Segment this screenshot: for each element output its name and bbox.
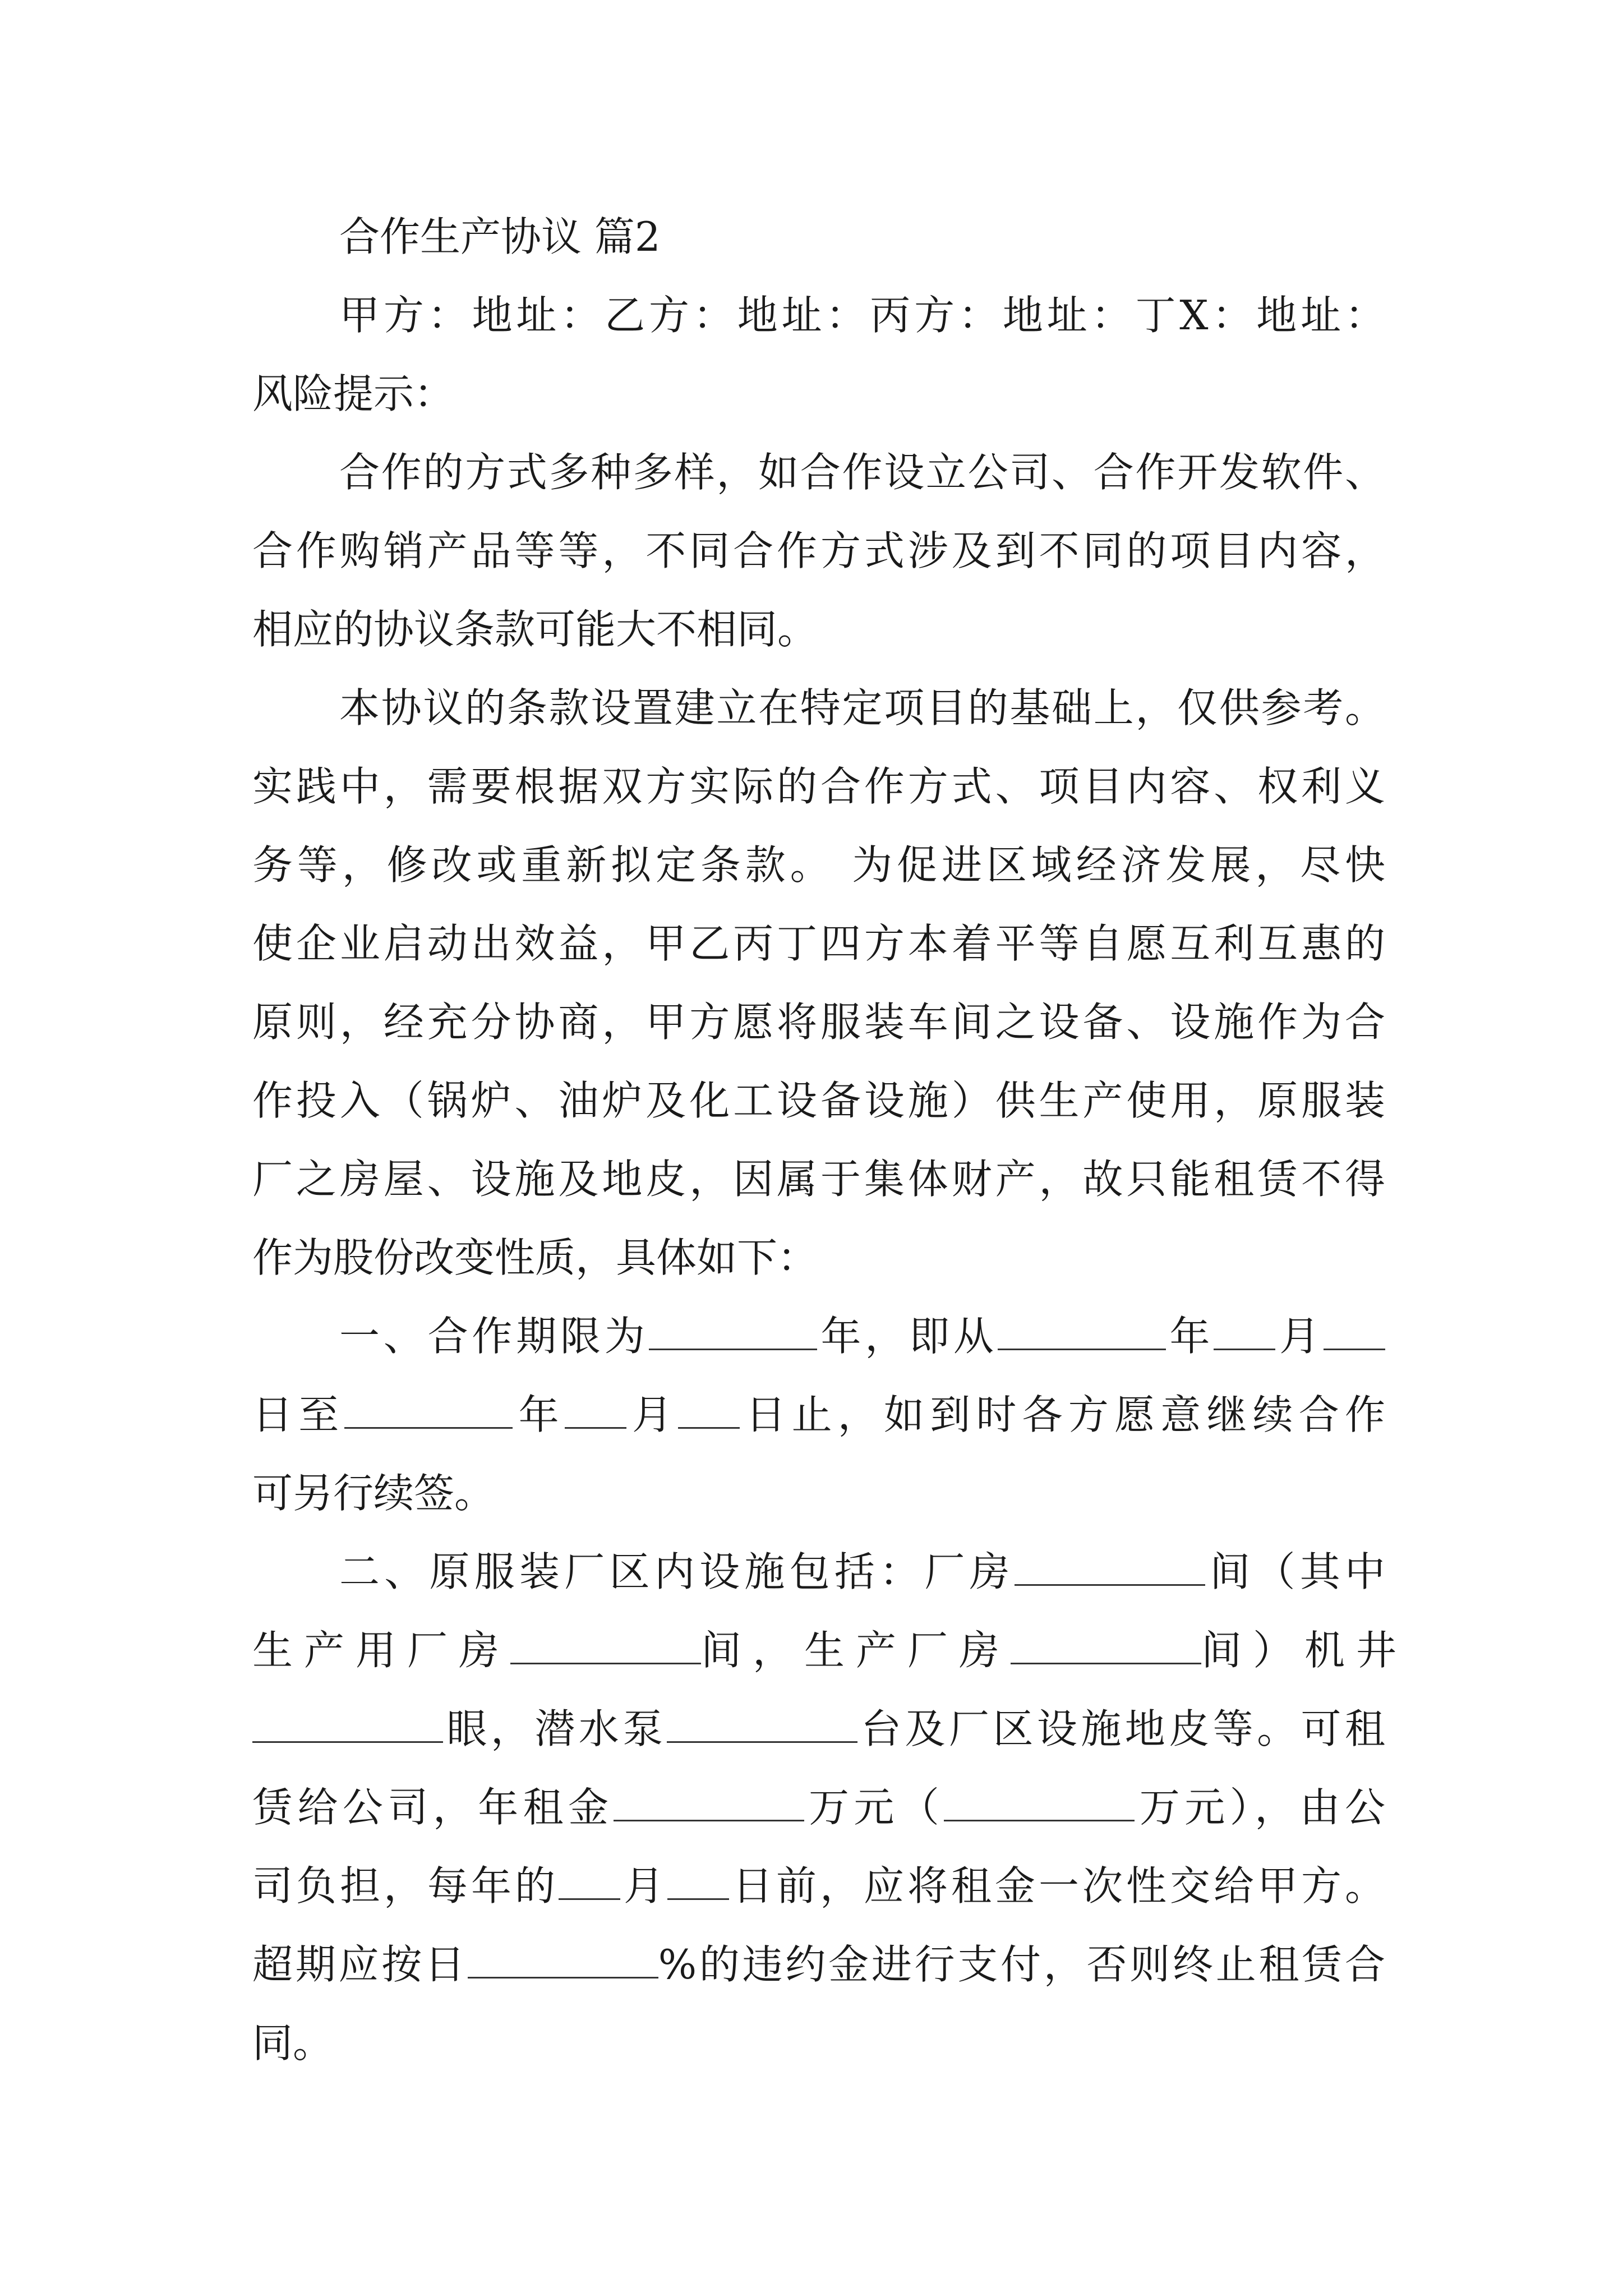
paragraph-line: 使企业启动出效益，甲乙丙丁四方本着平等自愿互利互惠的 [252, 920, 1385, 967]
paragraph-line: 合作的方式多种多样，如合作设立公司、合作开发软件、 [339, 449, 1385, 496]
blank-field[interactable] [468, 1942, 658, 1978]
paragraph-line: 本协议的条款设置建立在特定项目的基础上，仅供参考。 [339, 684, 1385, 731]
blank-field[interactable] [667, 1706, 857, 1743]
clause-text: 日前，应将租金一次性交给甲方。 [729, 1862, 1385, 1910]
blank-field[interactable] [252, 1706, 443, 1743]
paragraph-line: 原则，经充分协商，甲方愿将服装车间之设备、设施作为合 [252, 999, 1385, 1046]
paragraph-line: 合作购销产品等等，不同合作方式涉及到不同的项目内容， [252, 527, 1385, 574]
blank-field[interactable] [944, 1785, 1135, 1821]
risk-heading: 风险提示： [252, 370, 455, 417]
paragraph-line: 务等，修改或重新拟定条款。 为促进区域经济发展，尽快 [252, 841, 1385, 889]
blank-field[interactable] [1324, 1314, 1385, 1350]
clause-text: 赁给公司，年租金 [252, 1784, 614, 1831]
blank-field[interactable] [510, 1628, 701, 1664]
blank-field[interactable] [1214, 1314, 1275, 1350]
clause-text: 日至 [252, 1391, 345, 1438]
blank-field[interactable] [1011, 1628, 1201, 1664]
paragraph-line: 厂之房屋、设施及地皮，因属于集体财产，故只能租赁不得 [252, 1156, 1385, 1203]
clause-text: 台及厂区设施地皮等。可租 [857, 1705, 1385, 1752]
clause-text: 间）机井 [1201, 1627, 1408, 1674]
blank-field[interactable] [667, 1864, 729, 1900]
clause-text: 月 [626, 1391, 679, 1438]
clause-1-line-2 [252, 1375, 1385, 1454]
clause-2-line-5 [252, 1847, 1385, 1925]
blank-field[interactable] [649, 1314, 817, 1350]
clause-text: 年 [513, 1391, 565, 1438]
clause-text: 万元），由公 [1135, 1784, 1385, 1831]
paragraph-line: 相应的协议条款可能大不相同。 [252, 606, 818, 653]
clause-text: 日止，如到时各方愿意继续合作 [740, 1391, 1385, 1438]
clause-1-line-3: 可另行续签。 [252, 1470, 495, 1517]
clause-text: 眼，潜水泵 [443, 1705, 667, 1752]
clause-2-line-2 [252, 1611, 1408, 1690]
paragraph-line: 作投入（锅炉、油炉及化工设备设施）供生产使用，原服装 [252, 1077, 1385, 1124]
document-title: 合作生产协议 篇2 [339, 213, 661, 260]
blank-field[interactable] [565, 1392, 626, 1429]
clause-2-line-4 [252, 1768, 1385, 1847]
paragraph-line: 作为股份改变性质，具体如下： [252, 1234, 818, 1281]
clause-2-line-3 [252, 1690, 1385, 1768]
clause-text: 月 [1275, 1313, 1324, 1360]
clause-text: 二、原服装厂区内设施包括：厂房 [339, 1548, 1015, 1595]
clause-2-line-6 [252, 1925, 1385, 2004]
clause-2-line-7: 同。 [252, 2019, 334, 2067]
clause-text: 间，生产厂房 [701, 1627, 1011, 1674]
clause-text: 一、合作期限为 [339, 1313, 649, 1360]
parties-line: 甲方：地址：乙方：地址：丙方：地址：丁X：地址： [339, 292, 1385, 339]
paragraph-line: 实践中，需要根据双方实际的合作方式、项目内容、权利义 [252, 763, 1385, 810]
clause-1-line-1 [339, 1297, 1385, 1375]
blank-field[interactable] [614, 1785, 804, 1821]
clause-text: 超期应按日 [252, 1941, 468, 1988]
blank-field[interactable] [678, 1392, 740, 1429]
clause-text: 生产用厂房 [252, 1627, 511, 1674]
clause-text: 万元（ [804, 1784, 944, 1831]
clause-text: 年 [1165, 1313, 1214, 1360]
clause-2-line-1 [339, 1533, 1385, 1611]
blank-field[interactable] [559, 1864, 620, 1900]
blank-field[interactable] [344, 1392, 513, 1429]
clause-text: 司负担，每年的 [252, 1862, 559, 1910]
blank-field[interactable] [998, 1314, 1166, 1350]
clause-text: 月 [620, 1862, 667, 1910]
blank-field[interactable] [1015, 1549, 1205, 1586]
clause-text: 间（其中 [1205, 1548, 1385, 1595]
clause-text: 年，即从 [817, 1313, 998, 1360]
clause-text: %的违约金进行支付，否则终止租赁合 [658, 1941, 1385, 1988]
